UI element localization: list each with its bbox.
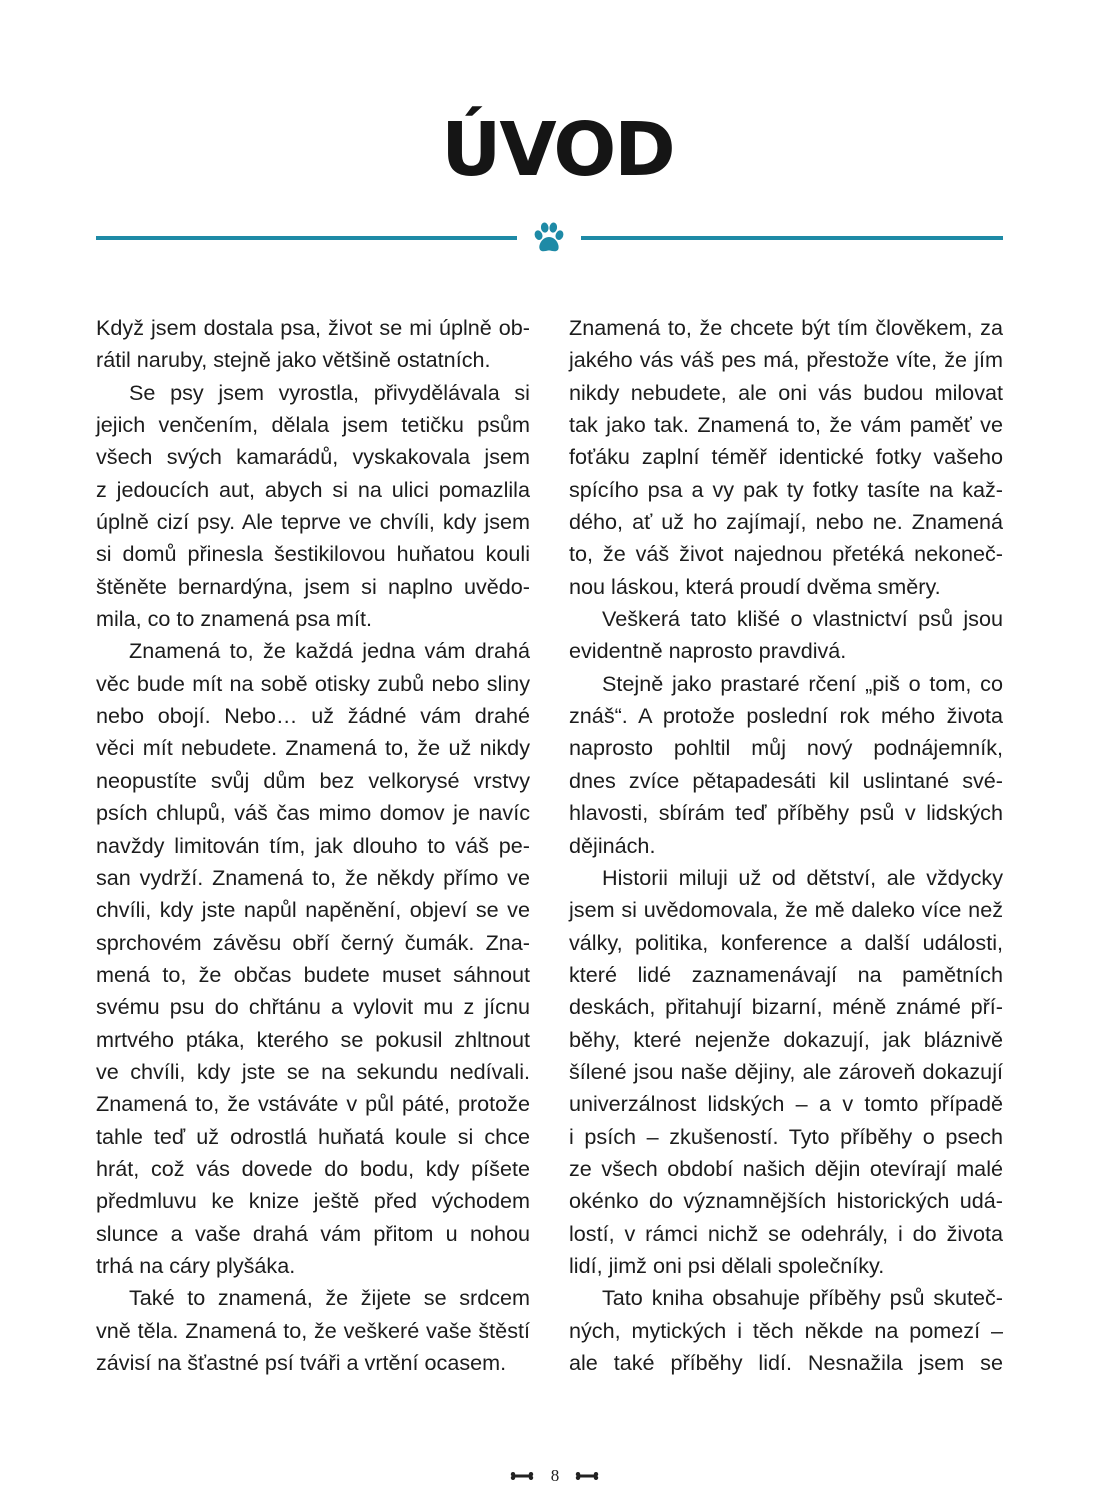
text-line: lostí, v rámci nichž se odehrály, i do života — [569, 1220, 1003, 1246]
paragraph — [569, 312, 1003, 603]
text-line: naprosto pohltil můj nový podnájemník, — [569, 735, 1003, 761]
text-line: tahle teď už odrostlá huňatá koule si chce — [96, 1123, 530, 1149]
text-column-right — [569, 312, 1003, 1379]
paragraph — [569, 603, 1003, 668]
text-line: které lidé zaznamenávají na pamětních — [569, 961, 1003, 987]
paragraph — [96, 312, 530, 377]
text-line: to, že váš život najednou přetéká nekoneč- — [569, 541, 1003, 567]
text-line: si domů přinesla šestikilovou huňatou kouli — [96, 541, 530, 567]
text-line: i psích – zkušeností. Tyto příběhy o psech — [569, 1123, 1003, 1149]
paragraph — [96, 635, 530, 1282]
text-line: dnes zvíce pětapadesáti kil uslintané své- — [569, 767, 1003, 793]
bone-icon — [510, 1472, 534, 1480]
text-line: sprchovém závěsu obří černý čumák. Zna- — [96, 929, 530, 955]
text-line: tak jako tak. Znamená to, že vám paměť ve — [569, 412, 1003, 438]
paragraph — [569, 1282, 1003, 1379]
text-line: věci mít nebudete. Znamená to, že už nikdy — [96, 735, 530, 761]
text-line: šílené jsou naše dějiny, ale zároveň dokazují — [569, 1058, 1003, 1084]
text-line: Stejně jako prastaré rčení „piš o tom, co — [602, 670, 1003, 696]
page-title: ÚVOD — [441, 107, 674, 193]
text-line: závisí na šťastné psí tváři a vrtění ocasem. — [96, 1350, 507, 1375]
text-line: běhy, které nejenže dokazují, jak bláznivě — [569, 1026, 1003, 1052]
text-line: chvíli, kdy jste napůl napěnění, objeví se ve — [96, 897, 530, 923]
text-line: evidentně naprosto pravdivá. — [569, 638, 847, 664]
text-line: ale také příběhy lidí. Nesnažila jsem se — [569, 1350, 1003, 1375]
text-line: nebo obojí. Nebo… už žádné vám drahé — [96, 703, 530, 729]
text-line: navždy limitován tím, jak dlouho to váš pe- — [96, 832, 530, 858]
paw-icon — [530, 219, 568, 257]
text-line: psích chlupů, váš čas mimo domov je navíc — [96, 800, 530, 826]
divider-line-right — [581, 236, 1003, 240]
text-line: Veškerá tato klišé o vlastnictví psů jsou — [602, 606, 1003, 632]
text-line: věc bude mít na sobě otisky zubů nebo sliny — [96, 670, 530, 696]
text-line: nikdy nebudete, ale oni vás budou milovat — [569, 379, 1003, 405]
text-line: slunce a vaše drahá vám přitom u nohou — [96, 1220, 530, 1246]
text-line: deskách, přitahují bizarní, méně známé pří- — [569, 994, 1003, 1020]
text-line: jejich venčením, dělala jsem tetičku psům — [96, 412, 530, 438]
text-line: Tato kniha obsahuje příběhy psů skuteč- — [602, 1285, 1003, 1311]
text-line: mrtvého ptáka, kterého se pokusil zhltnout — [96, 1026, 530, 1052]
text-line: svému psu do chřtánu a vylovit mu z jícnu — [96, 994, 530, 1020]
text-line: hlavosti, sbírám teď příběhy psů v lidských — [569, 800, 1003, 826]
text-line: války, politika, konference a další události, — [569, 929, 1003, 955]
text-line: san vydrží. Znamená to, že někdy přímo ve — [96, 864, 530, 890]
paragraph — [96, 1282, 530, 1379]
text-line: Historii miluji už od dětství, ale vždycky — [602, 864, 1003, 890]
text-line: předmluvu ke knize ještě před východem — [96, 1188, 530, 1214]
text-line: jakého vás váš pes má, přestože víte, že jím — [569, 347, 1003, 373]
text-line: z jedoucích aut, abych si na ulici pomazlila — [96, 476, 530, 502]
page-number: 8 — [550, 1466, 560, 1485]
text-line: lidí, jimž oni psi dělali společníky. — [569, 1252, 885, 1278]
bone-icon — [575, 1472, 599, 1480]
text-line: Znamená to, že vstáváte v půl páté, protože — [96, 1091, 530, 1117]
divider-line-left — [96, 236, 517, 240]
text-line: Se psy jsem vyrostla, přivydělávala si — [129, 379, 530, 405]
paragraph — [96, 377, 530, 636]
text-line: foťáku zaplní téměř identické fotky vašeho — [569, 444, 1003, 470]
text-line: vně těla. Znamená to, že veškeré vaše štěstí — [96, 1317, 530, 1343]
text-line: okénko do významnějších historických udá- — [569, 1188, 1003, 1214]
text-line: nou láskou, která proudí dvěma směry. — [569, 573, 941, 599]
paragraph — [569, 668, 1003, 862]
text-line: Také to znamená, že žijete se srdcem — [129, 1285, 530, 1311]
text-line: všech svých kamarádů, vyskakovala jsem — [96, 444, 530, 470]
text-line: ných, mytických i těch někde na pomezí – — [569, 1317, 1003, 1343]
text-line: dějinách. — [569, 832, 656, 858]
text-line: jsem si uvědomovala, že mě daleko více než — [569, 897, 1003, 923]
text-line: trhá na cáry plyšáka. — [96, 1252, 296, 1278]
text-line: Když jsem dostala psa, život se mi úplně ob- — [96, 315, 530, 340]
page-footer — [0, 1464, 1115, 1494]
text-column-left — [96, 312, 530, 1379]
text-line: dého, ať už ho zajímají, nebo ne. Znamená — [569, 509, 1003, 535]
text-line: úplně cizí psy. Ale teprve ve chvíli, kdy jsem — [96, 509, 530, 535]
text-line: štěněte bernardýna, jsem si naplno uvědo- — [96, 573, 530, 599]
text-line: spícího psa a vy pak ty fotky tasíte na kaž- — [569, 476, 1003, 502]
text-line: ze všech období našich dějin otevírají malé — [569, 1155, 1003, 1181]
text-line: mila, co to znamená psa mít. — [96, 606, 373, 632]
text-line: rátil naruby, stejně jako většině ostatních. — [96, 347, 491, 373]
text-line: Znamená to, že chcete být tím člověkem, za — [569, 315, 1003, 340]
paragraph — [569, 862, 1003, 1282]
text-line: ve chvíli, kdy jste se na sekundu nedívali. — [96, 1058, 530, 1084]
text-line: mená to, že občas budete muset sáhnout — [96, 961, 530, 987]
text-line: znáš“. A protože poslední rok mého života — [569, 703, 1003, 729]
text-line: neopustíte svůj dům bez velkorysé vrstvy — [96, 767, 530, 793]
text-line: Znamená to, že každá jedna vám drahá — [129, 638, 530, 664]
text-line: hrát, což vás dovede do bodu, kdy píšete — [96, 1155, 530, 1181]
text-line: univerzálnost lidských – a v tomto případě — [569, 1091, 1003, 1117]
